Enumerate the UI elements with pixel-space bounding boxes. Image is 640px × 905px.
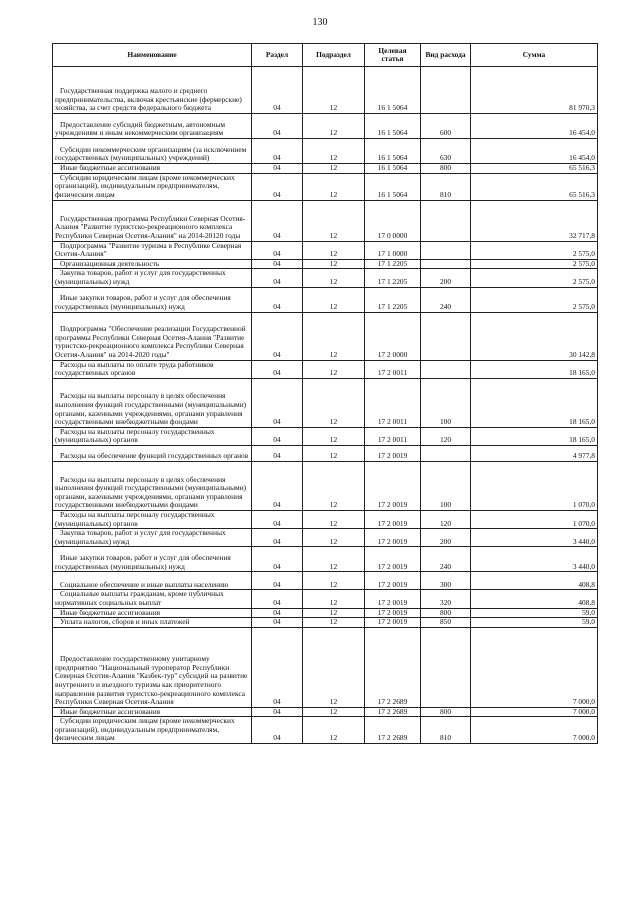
row-podrazdel-cell: 12: [303, 547, 365, 572]
row-target-article-cell: 17 2 0019: [365, 461, 421, 510]
row-name-cell: Расходы на выплаты персоналу в целях обеспечения выполнения функций государственными (муниципальными) органами, казенными учреждениями, органами управления государственными внебюджетными фондами: [53, 378, 252, 427]
row-expense-type-cell: [421, 312, 471, 360]
row-sum-cell: 59,0: [471, 608, 598, 618]
row-podrazdel-cell: 12: [303, 173, 365, 200]
table-row: [53, 269, 598, 287]
table-row: [53, 114, 598, 139]
row-sum-cell: 1 070,0: [471, 461, 598, 510]
row-expense-type-cell: [421, 200, 471, 241]
row-target-article-cell: 17 2 0019: [365, 618, 421, 628]
row-expense-type-cell: 240: [421, 547, 471, 572]
row-expense-type-cell: 630: [421, 139, 471, 164]
row-expense-type-cell: 850: [421, 618, 471, 628]
header-razdel: Раздел: [252, 44, 303, 67]
row-target-article-cell: 17 2 0000: [365, 312, 421, 360]
row-name-cell: Предоставление государственному унитарному предприятию "Национальный туроператор Республики Северная Осетия-Алания "Казбек-тур" субсидий на развитие внутреннего и въездного туризма как приоритетного направления развития туристско-рекреационного комплекса Республики Северная Осетия-Алания: [53, 627, 252, 707]
row-podrazdel-cell: 12: [303, 259, 365, 269]
row-razdel-cell: 04: [252, 529, 303, 547]
row-podrazdel-cell: 12: [303, 510, 365, 528]
row-expense-type-cell: 100: [421, 461, 471, 510]
row-razdel-cell: 04: [252, 572, 303, 590]
row-sum-cell: 408,8: [471, 590, 598, 608]
row-expense-type-cell: 300: [421, 572, 471, 590]
row-razdel-cell: 04: [252, 510, 303, 528]
row-razdel-cell: 04: [252, 114, 303, 139]
row-sum-cell: 2 575,0: [471, 241, 598, 259]
row-target-article-cell: 17 2 0019: [365, 572, 421, 590]
row-sum-cell: 65 516,3: [471, 173, 598, 200]
row-target-article-cell: 17 1 2205: [365, 259, 421, 269]
row-sum-cell: 3 440,0: [471, 547, 598, 572]
row-target-article-cell: 17 2 0011: [365, 427, 421, 445]
row-name-cell: Субсидии некоммерческим организациям (за исключением государственных (муниципальных) учреждений): [53, 139, 252, 164]
row-sum-cell: 18 165,0: [471, 427, 598, 445]
row-name-cell: Государственная поддержка малого и среднего предпринимательства, включая крестьянские (фермерские) хозяйства, за счет средств федерального бюджета: [53, 67, 252, 114]
table-row: [53, 547, 598, 572]
row-podrazdel-cell: 12: [303, 529, 365, 547]
row-podrazdel-cell: 12: [303, 572, 365, 590]
table-row: [53, 445, 598, 461]
row-target-article-cell: 17 2 2689: [365, 627, 421, 707]
row-sum-cell: 18 165,0: [471, 360, 598, 378]
row-podrazdel-cell: 12: [303, 707, 365, 717]
row-name-cell: Иные бюджетные ассигнования: [53, 608, 252, 618]
row-razdel-cell: 04: [252, 67, 303, 114]
row-expense-type-cell: 600: [421, 114, 471, 139]
row-sum-cell: 81 970,3: [471, 67, 598, 114]
row-podrazdel-cell: 12: [303, 590, 365, 608]
row-sum-cell: 16 454,0: [471, 139, 598, 164]
row-razdel-cell: 04: [252, 608, 303, 618]
row-sum-cell: 59,0: [471, 618, 598, 628]
table-row: [53, 241, 598, 259]
header-podrazdel: Подраздел: [303, 44, 365, 67]
row-expense-type-cell: 800: [421, 707, 471, 717]
row-name-cell: Закупка товаров, работ и услуг для государственных (муниципальных) нужд: [53, 269, 252, 287]
row-podrazdel-cell: 12: [303, 200, 365, 241]
header-sum: Сумма: [471, 44, 598, 67]
table-row: [53, 164, 598, 174]
row-expense-type-cell: 120: [421, 510, 471, 528]
row-sum-cell: 18 165,0: [471, 378, 598, 427]
row-sum-cell: 2 575,0: [471, 259, 598, 269]
row-target-article-cell: 17 0 0000: [365, 200, 421, 241]
row-name-cell: Иные закупки товаров, работ и услуг для обеспечения государственных (муниципальных) нужд: [53, 547, 252, 572]
row-target-article-cell: 16 1 5064: [365, 67, 421, 114]
row-target-article-cell: 16 1 5064: [365, 173, 421, 200]
row-podrazdel-cell: 12: [303, 67, 365, 114]
table-row: [53, 717, 598, 744]
budget-table: [52, 43, 598, 744]
row-podrazdel-cell: 12: [303, 627, 365, 707]
row-target-article-cell: 17 2 0019: [365, 590, 421, 608]
row-sum-cell: 4 977,8: [471, 445, 598, 461]
row-podrazdel-cell: 12: [303, 241, 365, 259]
row-sum-cell: 16 454,0: [471, 114, 598, 139]
table-row: [53, 529, 598, 547]
row-name-cell: Расходы на выплаты персоналу в целях обеспечения выполнения функций государственными (муниципальными) органами, казенными учреждениями, органами управления государственными внебюджетными фондами: [53, 461, 252, 510]
row-name-cell: Подпрограмма "Обеспечение реализации Государственной программы Республики Северная Осетия-Алания "Развитие туристско-рекреационного комплекса Республики Северная Осетия-Алания" на 2014-2020 годы": [53, 312, 252, 360]
row-target-article-cell: 17 2 0011: [365, 360, 421, 378]
row-razdel-cell: 04: [252, 590, 303, 608]
row-name-cell: Уплата налогов, сборов и иных платежей: [53, 618, 252, 628]
row-name-cell: Иные бюджетные ассигнования: [53, 164, 252, 174]
row-razdel-cell: 04: [252, 378, 303, 427]
row-podrazdel-cell: 12: [303, 618, 365, 628]
table-row: [53, 200, 598, 241]
page-number: 130: [312, 17, 328, 28]
row-expense-type-cell: [421, 445, 471, 461]
row-razdel-cell: 04: [252, 241, 303, 259]
header-row: [53, 44, 598, 67]
table-row: [53, 618, 598, 628]
table-row: [53, 287, 598, 312]
row-podrazdel-cell: 12: [303, 445, 365, 461]
row-expense-type-cell: [421, 241, 471, 259]
row-sum-cell: 7 000,0: [471, 707, 598, 717]
row-target-article-cell: 17 2 0019: [365, 445, 421, 461]
row-razdel-cell: 04: [252, 627, 303, 707]
row-name-cell: Организационная деятельность: [53, 259, 252, 269]
row-name-cell: Расходы на обеспечение функций государственных органов: [53, 445, 252, 461]
row-podrazdel-cell: 12: [303, 461, 365, 510]
row-name-cell: Социальное обеспечение и иные выплаты населению: [53, 572, 252, 590]
row-target-article-cell: 16 1 5064: [365, 164, 421, 174]
row-razdel-cell: 04: [252, 269, 303, 287]
row-expense-type-cell: [421, 259, 471, 269]
row-podrazdel-cell: 12: [303, 608, 365, 618]
row-name-cell: Субсидии юридическим лицам (кроме некоммерческих организаций), индивидуальным предпринимателям, физическим лицам: [53, 173, 252, 200]
table-row: [53, 627, 598, 707]
row-podrazdel-cell: 12: [303, 427, 365, 445]
row-expense-type-cell: 200: [421, 269, 471, 287]
row-podrazdel-cell: 12: [303, 269, 365, 287]
row-expense-type-cell: 100: [421, 378, 471, 427]
row-target-article-cell: 17 1 0000: [365, 241, 421, 259]
row-razdel-cell: 04: [252, 139, 303, 164]
row-expense-type-cell: 810: [421, 173, 471, 200]
header-name: Наименование: [53, 44, 252, 67]
row-target-article-cell: 17 2 2689: [365, 707, 421, 717]
row-name-cell: Предоставление субсидий бюджетным, автономным учреждениям и иным некоммерческим организациям: [53, 114, 252, 139]
table-row: [53, 510, 598, 528]
row-expense-type-cell: [421, 67, 471, 114]
row-name-cell: Расходы на выплаты по оплате труда работников государственных органов: [53, 360, 252, 378]
table-row: [53, 461, 598, 510]
table-row: [53, 590, 598, 608]
row-name-cell: Закупка товаров, работ и услуг для государственных (муниципальных) нужд: [53, 529, 252, 547]
row-podrazdel-cell: 12: [303, 360, 365, 378]
row-expense-type-cell: [421, 360, 471, 378]
row-podrazdel-cell: 12: [303, 287, 365, 312]
row-name-cell: Иные бюджетные ассигнования: [53, 707, 252, 717]
row-target-article-cell: 16 1 5064: [365, 114, 421, 139]
row-name-cell: Государственная программа Республики Северная Осетия-Алания "Развитие туристско-рекреационного комплекса Республики Северная Осетия-Алания" на 2014-20120 годы: [53, 200, 252, 241]
row-podrazdel-cell: 12: [303, 164, 365, 174]
row-target-article-cell: 17 2 0019: [365, 608, 421, 618]
row-expense-type-cell: 800: [421, 608, 471, 618]
row-expense-type-cell: 240: [421, 287, 471, 312]
row-sum-cell: 30 142,8: [471, 312, 598, 360]
row-target-article-cell: 17 1 2205: [365, 269, 421, 287]
row-razdel-cell: 04: [252, 287, 303, 312]
table-row: [53, 427, 598, 445]
row-razdel-cell: 04: [252, 707, 303, 717]
row-target-article-cell: 17 1 2205: [365, 287, 421, 312]
table-row: [53, 360, 598, 378]
table-row: [53, 572, 598, 590]
row-name-cell: Социальные выплаты гражданам, кроме публичных нормативных социальных выплат: [53, 590, 252, 608]
table-header: [53, 44, 598, 67]
row-razdel-cell: 04: [252, 445, 303, 461]
row-sum-cell: 32 717,8: [471, 200, 598, 241]
row-target-article-cell: 17 2 0019: [365, 547, 421, 572]
row-razdel-cell: 04: [252, 547, 303, 572]
row-sum-cell: 2 575,0: [471, 287, 598, 312]
row-expense-type-cell: 120: [421, 427, 471, 445]
row-podrazdel-cell: 12: [303, 717, 365, 744]
row-expense-type-cell: [421, 627, 471, 707]
row-target-article-cell: 17 2 0019: [365, 510, 421, 528]
row-expense-type-cell: 200: [421, 529, 471, 547]
table-row: [53, 139, 598, 164]
row-target-article-cell: 17 2 2689: [365, 717, 421, 744]
row-target-article-cell: 17 2 0019: [365, 529, 421, 547]
row-expense-type-cell: 810: [421, 717, 471, 744]
row-sum-cell: 7 000,0: [471, 627, 598, 707]
row-razdel-cell: 04: [252, 427, 303, 445]
table-row: [53, 312, 598, 360]
row-podrazdel-cell: 12: [303, 312, 365, 360]
row-name-cell: Подпрограмма "Развитие туризма в Республике Северная Осетия-Алания": [53, 241, 252, 259]
header-expense-type: Вид расхода: [421, 44, 471, 67]
row-razdel-cell: 04: [252, 173, 303, 200]
row-sum-cell: 408,8: [471, 572, 598, 590]
row-razdel-cell: 04: [252, 717, 303, 744]
row-podrazdel-cell: 12: [303, 378, 365, 427]
row-name-cell: Иные закупки товаров, работ и услуг для обеспечения государственных (муниципальных) нужд: [53, 287, 252, 312]
row-razdel-cell: 04: [252, 164, 303, 174]
row-podrazdel-cell: 12: [303, 139, 365, 164]
row-sum-cell: 1 070,0: [471, 510, 598, 528]
row-razdel-cell: 04: [252, 360, 303, 378]
table-body: [53, 67, 598, 744]
table-row: [53, 378, 598, 427]
row-name-cell: Субсидии юридическим лицам (кроме некоммерческих организаций), индивидуальным предпринимателям, физическим лицам: [53, 717, 252, 744]
row-razdel-cell: 04: [252, 259, 303, 269]
row-podrazdel-cell: 12: [303, 114, 365, 139]
row-razdel-cell: 04: [252, 200, 303, 241]
row-expense-type-cell: 320: [421, 590, 471, 608]
row-name-cell: Расходы на выплаты персоналу государственных (муниципальных) органов: [53, 510, 252, 528]
row-razdel-cell: 04: [252, 312, 303, 360]
row-sum-cell: 65 516,3: [471, 164, 598, 174]
row-target-article-cell: 17 2 0011: [365, 378, 421, 427]
row-expense-type-cell: 800: [421, 164, 471, 174]
row-sum-cell: 2 575,0: [471, 269, 598, 287]
row-name-cell: Расходы на выплаты персоналу государственных (муниципальных) органов: [53, 427, 252, 445]
row-razdel-cell: 04: [252, 618, 303, 628]
table-row: [53, 173, 598, 200]
table-row: [53, 67, 598, 114]
row-sum-cell: 7 000,0: [471, 717, 598, 744]
row-sum-cell: 3 440,0: [471, 529, 598, 547]
row-razdel-cell: 04: [252, 461, 303, 510]
row-target-article-cell: 16 1 5064: [365, 139, 421, 164]
header-target-article: Целевая статья: [365, 44, 421, 67]
